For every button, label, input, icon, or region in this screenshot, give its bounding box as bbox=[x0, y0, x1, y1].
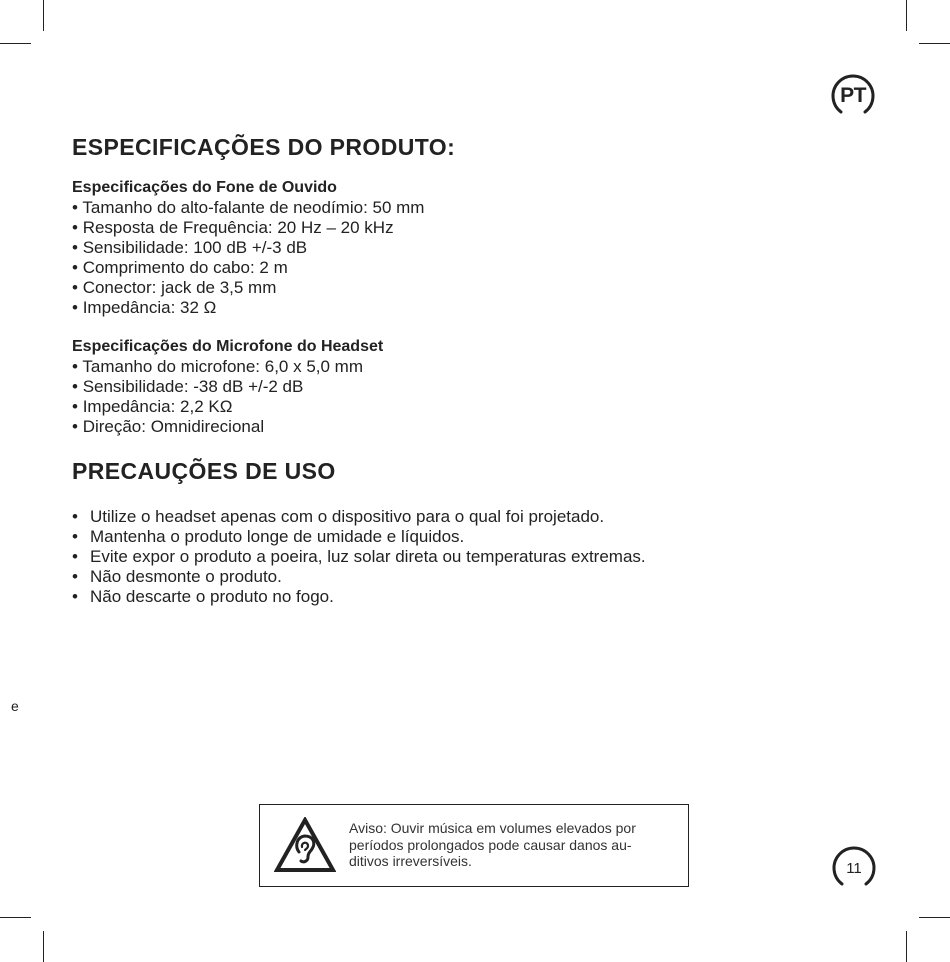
list-item: • Comprimento do cabo: 2 m bbox=[72, 258, 872, 278]
precaution-text: Não descarte o produto no fogo. bbox=[90, 587, 334, 606]
crop-mark-top-left-horizontal bbox=[0, 43, 31, 44]
crop-mark-bottom-left-horizontal bbox=[0, 917, 31, 918]
list-item bbox=[72, 527, 872, 547]
page-number-badge bbox=[831, 845, 877, 891]
precaution-text: Não desmonte o produto. bbox=[90, 567, 282, 586]
precaution-text: Utilize o headset apenas com o dispositivo para o qual foi projetado. bbox=[90, 507, 605, 526]
language-badge bbox=[830, 73, 876, 119]
list-item bbox=[72, 507, 872, 527]
bullet: • bbox=[72, 587, 78, 606]
warning-line: Aviso: Ouvir música em volumes elevados por bbox=[349, 820, 636, 836]
precaution-text: Evite expor o produto a poeira, luz solar direta ou temperaturas extremas. bbox=[90, 547, 646, 566]
microphone-specs-title: Especificações do Microfone do Headset bbox=[72, 338, 384, 355]
bullet: • bbox=[72, 547, 78, 566]
language-code: PT bbox=[840, 84, 866, 107]
headphone-specs-title: Especificações do Fone de Ouvido bbox=[72, 179, 337, 196]
list-item: • Sensibilidade: 100 dB +/-3 dB bbox=[72, 238, 872, 258]
list-item: • Conector: jack de 3,5 mm bbox=[72, 278, 872, 298]
page-number: 11 bbox=[846, 859, 862, 877]
warning-line: períodos prolongados pode causar danos au- bbox=[349, 836, 632, 853]
list-item: • Impedância: 2,2 KΩ bbox=[72, 397, 872, 417]
crop-mark-top-left-vertical bbox=[43, 0, 44, 31]
warning-text bbox=[349, 820, 679, 870]
crop-mark-bottom-right-vertical bbox=[906, 931, 907, 962]
crop-mark-bottom-right-horizontal bbox=[919, 917, 950, 918]
warning-line: ditivos irreversíveis. bbox=[349, 853, 472, 869]
list-item: • Tamanho do microfone: 6,0 x 5,0 mm bbox=[72, 357, 872, 377]
list-item: • Impedância: 32 Ω bbox=[72, 298, 872, 318]
precautions-title: PRECAUÇÕES DE USO bbox=[72, 458, 336, 484]
list-item: • Resposta de Frequência: 20 Hz – 20 kHz bbox=[72, 218, 872, 238]
list-item: • Tamanho do alto-falante de neodímio: 50 mm bbox=[72, 198, 872, 218]
crop-mark-top-right-vertical bbox=[906, 0, 907, 31]
spec-section-title: ESPECIFICAÇÕES DO PRODUTO: bbox=[72, 134, 456, 160]
list-item bbox=[72, 587, 872, 607]
bullet: • bbox=[72, 507, 78, 526]
precaution-text: Mantenha o produto longe de umidade e líquidos. bbox=[90, 527, 465, 546]
microphone-specs-list bbox=[72, 357, 872, 437]
list-item: • Sensibilidade: -38 dB +/-2 dB bbox=[72, 377, 872, 397]
ear-warning-triangle-icon bbox=[274, 817, 336, 873]
crop-mark-top-right-horizontal bbox=[919, 43, 950, 44]
hearing-warning-box bbox=[259, 804, 689, 887]
bullet: • bbox=[72, 527, 78, 546]
list-item bbox=[72, 567, 872, 587]
precautions-list bbox=[72, 507, 872, 607]
bullet: • bbox=[72, 567, 78, 586]
stray-character: e bbox=[11, 698, 19, 714]
list-item: • Direção: Omnidirecional bbox=[72, 417, 872, 437]
headphone-specs-list bbox=[72, 198, 872, 318]
crop-mark-bottom-left-vertical bbox=[43, 931, 44, 962]
main-content bbox=[72, 132, 872, 607]
list-item bbox=[72, 547, 872, 567]
